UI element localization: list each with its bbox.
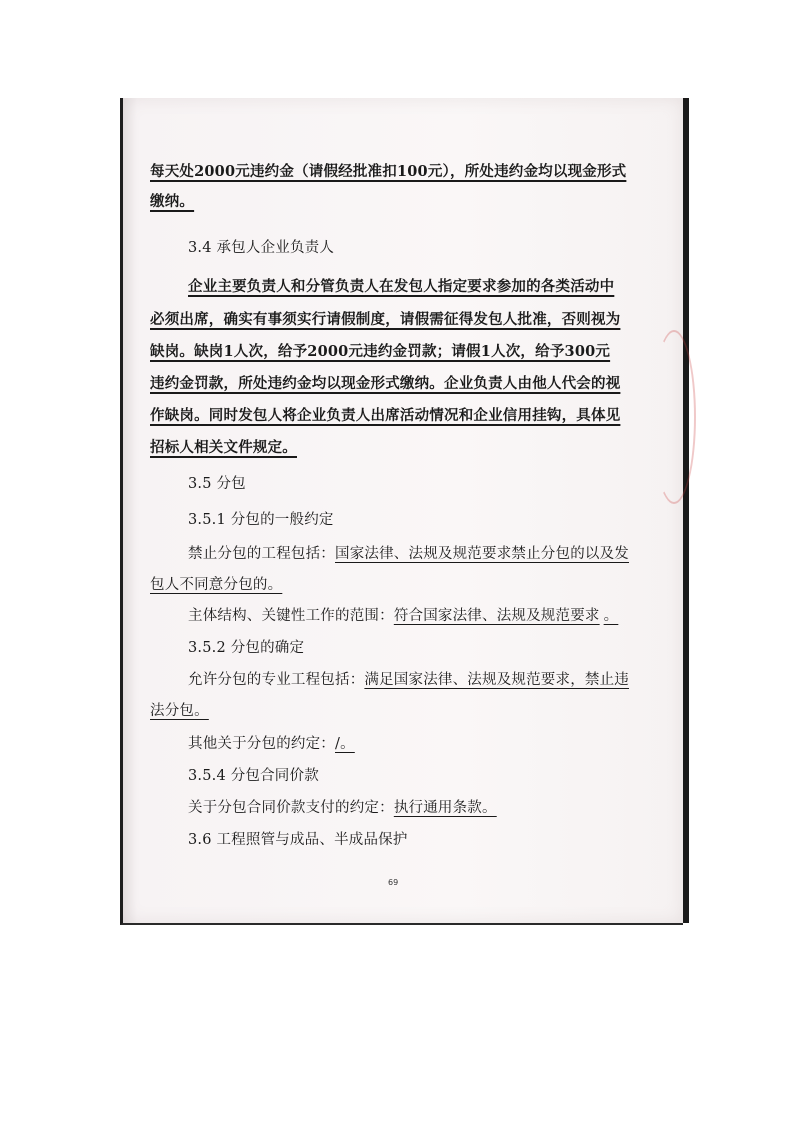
text-line: 违约金罚款，所处违约金均以现金形式缴纳。企业负责人由他人代会的视 [150,375,621,392]
field-value: /。 [335,736,355,752]
section-heading: 3.5.1 分包的一般约定 [188,512,334,528]
text-line: 作缺岗。同时发包人将企业负责人出席活动情况和企业信用挂钩，具体见 [150,407,621,424]
field-label: 禁止分包的工程包括： [188,546,335,562]
text-line [188,668,629,689]
section-heading: 3.4 承包人企业负责人 [188,240,335,256]
field-value: 满足国家法律、法规及规范要求，禁止违 [364,672,630,688]
field-value: 符合国家法律、法规及规范要求 [393,608,600,624]
text-line: 必须出席，确实有事须实行请假制度，请假需征得发包人批准，否则视为 [150,311,621,328]
field-label: 其他关于分包的约定： [188,736,335,752]
field-label: 主体结构、关键性工作的范围： [188,608,394,624]
section-heading: 3.5.4 分包合同价款 [188,768,319,784]
field-value: 国家法律、法规及规范要求禁止分包的以及发 [335,546,629,562]
text-line: 每天处2000元违约金（请假经批准扣100元），所处违约金均以现金形式 [150,163,627,180]
text-line: 企业主要负责人和分管负责人在发包人指定要求参加的各类活动中 [188,278,615,295]
field-value: 执行通用条款。 [393,800,497,816]
page-number: 69 [388,878,399,887]
text-line [188,796,497,817]
field-label: 允许分包的专业工程包括： [188,672,365,688]
section-heading: 3.6 工程照管与成品、半成品保护 [188,832,408,848]
text-line: 缴纳。 [150,193,195,210]
text-line: 招标人相关文件规定。 [150,439,297,456]
text-line [188,604,618,625]
text-line: 缺岗。缺岗1人次，给予2000元违约金罚款；请假1人次，给予300元 [150,343,611,360]
section-heading: 3.5 分包 [188,476,246,492]
field-value: 法分包。 [150,703,209,719]
field-value: 包人不同意分包的。 [150,577,283,593]
text-line [188,542,629,563]
field-value-end: 。 [603,608,619,624]
text-line [188,732,355,753]
field-label: 关于分包合同价款支付的约定： [188,800,394,816]
red-seal-stamp [652,330,696,504]
section-heading: 3.5.2 分包的确定 [188,640,305,656]
